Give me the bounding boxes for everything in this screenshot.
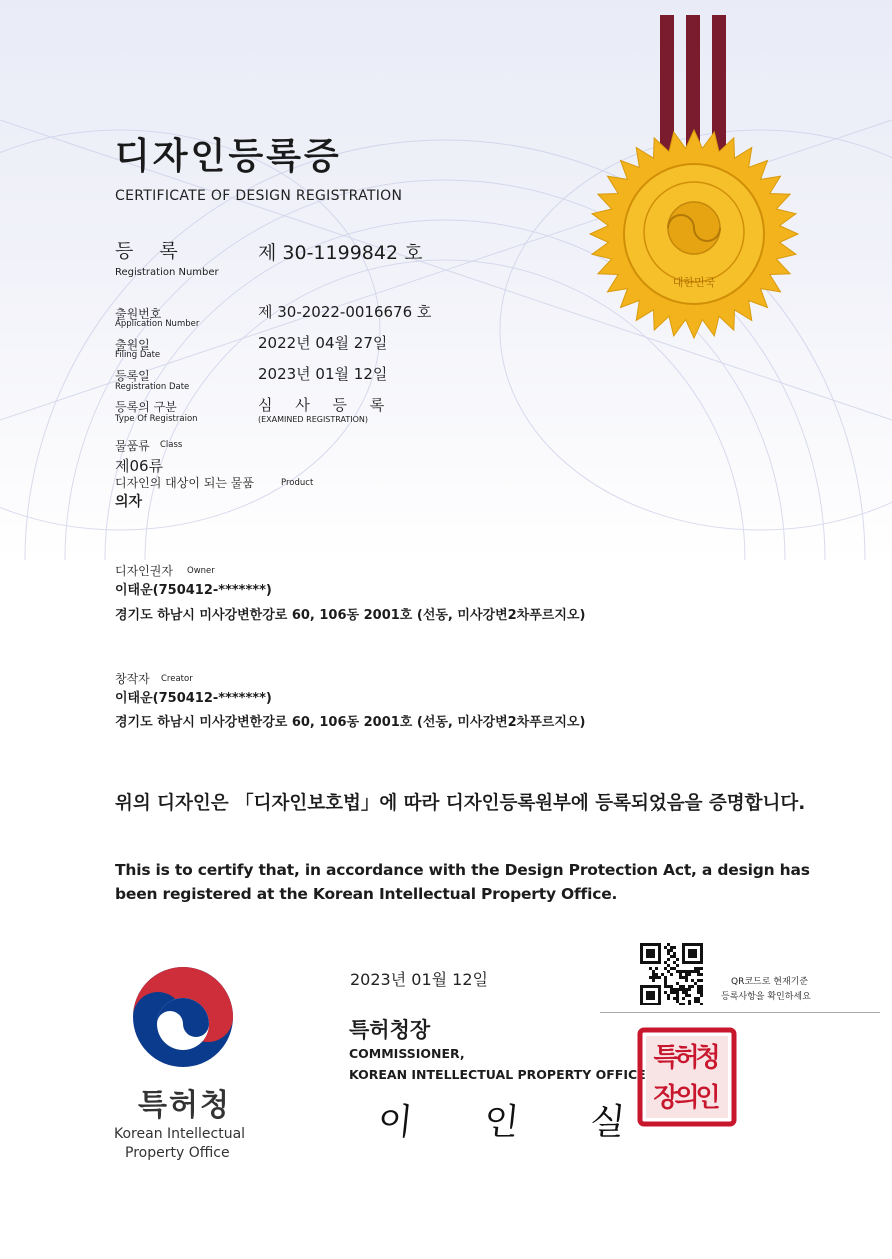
handwritten-signature: 이 인 실 (375, 1102, 658, 1143)
issue-date: 2023년 01월 12일 (350, 970, 488, 989)
svg-text:인: 인 (695, 1083, 721, 1113)
logo-english-line2: Property Office (125, 1145, 230, 1161)
svg-text:대한민국: 대한민국 (672, 276, 716, 289)
signatory-title-english-1: COMMISSIONER, (349, 1046, 465, 1061)
field-label: 출원일 (115, 338, 150, 352)
creator-name: 이태운(750412-*******) (115, 691, 272, 706)
application-number: 제 30-2022-0016676 호 (258, 303, 432, 321)
svg-text:청: 청 (695, 1043, 721, 1073)
gold-medal-seal (588, 128, 800, 340)
creator-label: 창작자 (115, 672, 150, 686)
field-label: 등록의 구분 (115, 400, 177, 414)
svg-text:의: 의 (674, 1083, 700, 1113)
creator-sublabel: Creator (161, 674, 193, 684)
svg-text:허: 허 (674, 1043, 700, 1073)
kipo-taeguk-logo-icon (128, 962, 238, 1072)
field-label: 등록일 (115, 369, 150, 383)
logo-korean-text: 특허청 (138, 1088, 231, 1123)
owner-address: 경기도 하남시 미사강변한강로 60, 106동 2001호 (선동, 미사강변2차푸르지오) (115, 608, 586, 623)
logo-english-line1: Korean Intellectual (114, 1126, 246, 1142)
registration-label: 등 록 (115, 240, 188, 262)
class-label: 물품류 (115, 439, 150, 453)
svg-text:장: 장 (653, 1083, 679, 1113)
field-sublabel: Application Number (115, 319, 200, 329)
qr-note-line2: 등록사항을 확인하세요 (721, 992, 811, 1002)
product-sublabel: Product (281, 478, 314, 488)
registration-type: 심 사 등 록 (258, 396, 394, 414)
owner-name: 이태운(750412-*******) (115, 583, 272, 598)
certification-statement-english: This is to certify that, in accordance with the Design Protection Act, a design has been registered at the Korean Intellectual Property Office. (115, 861, 810, 903)
class-sublabel: Class (160, 440, 183, 450)
registration-date: 2023년 01월 12일 (258, 365, 388, 383)
registration-type-english: (EXAMINED REGISTRATION) (258, 415, 369, 424)
field-sublabel: Registration Date (115, 382, 190, 392)
owner-label: 디자인권자 (115, 564, 173, 578)
product-value: 의자 (115, 494, 143, 510)
class-value: 제06류 (115, 457, 164, 475)
registration-sublabel: Registration Number (115, 267, 219, 278)
qr-code[interactable] (640, 943, 708, 1005)
certificate-title: 디자인등록증 (115, 136, 342, 177)
signatory-title-korean: 특허청장 (349, 1018, 431, 1042)
official-red-seal (636, 1026, 738, 1128)
product-label: 디자인의 대상이 되는 물품 (115, 476, 254, 490)
creator-address: 경기도 하남시 미사강변한강로 60, 106동 2001호 (선동, 미사강변2차푸르지오) (115, 715, 586, 730)
certification-statement-korean: 위의 디자인은 「디자인보호법」에 따라 디자인등록원부에 등록되었음을 증명합니다. (115, 793, 806, 814)
certificate-subtitle: CERTIFICATE OF DESIGN REGISTRATION (115, 188, 403, 204)
registration-number: 제 30-1199842 호 (258, 242, 423, 264)
svg-text:특: 특 (653, 1043, 679, 1073)
field-label: 출원번호 (115, 307, 162, 321)
field-sublabel: Filing Date (115, 350, 161, 360)
field-sublabel: Type Of Registraion (115, 414, 198, 424)
owner-sublabel: Owner (187, 566, 215, 576)
divider-line (600, 1012, 880, 1013)
signatory-title-english-2: KOREAN INTELLECTUAL PROPERTY OFFICE (349, 1067, 646, 1082)
qr-note-line1: QR코드로 현재기준 (731, 977, 809, 987)
filing-date: 2022년 04월 27일 (258, 334, 388, 352)
